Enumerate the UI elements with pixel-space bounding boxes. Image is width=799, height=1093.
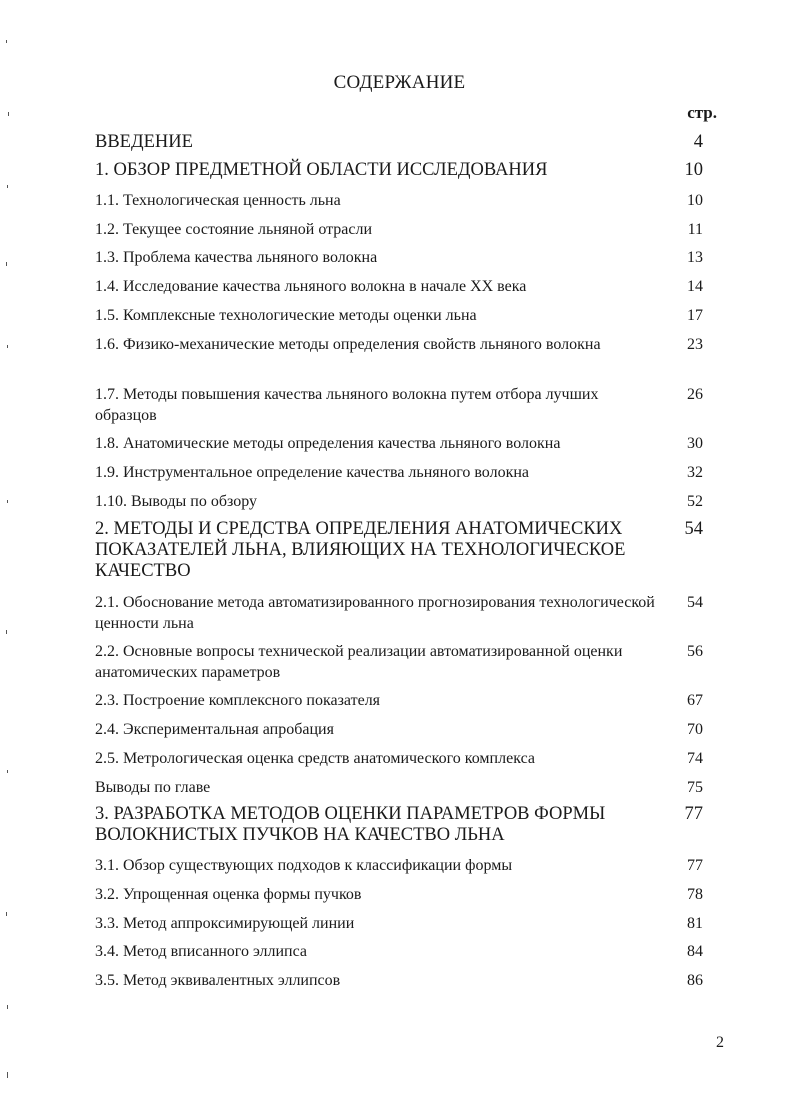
toc-entry-page: 11 [687, 221, 703, 238]
toc-entry-page: 23 [687, 336, 703, 353]
toc-entry-page: 67 [687, 692, 703, 709]
scan-artifact [7, 770, 8, 773]
toc-entry-title: 1.4. Исследование качества льняного волокна в начале XX века [95, 278, 527, 295]
toc-entry-page: 13 [687, 249, 703, 266]
scan-artifact [7, 1072, 8, 1078]
toc-entry-title: 3. РАЗРАБОТКА МЕТОДОВ ОЦЕНКИ ПАРАМЕТРОВ ФОРМЫ ВОЛОКНИСТЫХ ПУЧКОВ НА КАЧЕСТВО ЛЬНА [95, 804, 606, 845]
scan-artifact [7, 345, 8, 348]
toc-entry-page: 77 [687, 857, 703, 874]
toc-entry-page: 10 [687, 192, 703, 209]
toc-entry-title: 3.2. Упрощенная оценка формы пучков [95, 886, 362, 903]
scan-artifact [8, 112, 9, 116]
toc-entry-title: 2.5. Метрологическая оценка средств анатомического комплекса [95, 750, 535, 767]
toc-entry-page: 75 [687, 779, 703, 796]
scan-artifact [6, 912, 7, 916]
toc-entry-title: Выводы по главе [95, 779, 211, 796]
toc-entry-page: 84 [687, 943, 703, 960]
toc-entry-title: 1.1. Технологическая ценность льна [95, 192, 341, 209]
toc-entry-page: 14 [687, 278, 703, 295]
toc-entry-title: 1.5. Комплексные технологические методы оценки льна [95, 307, 477, 324]
toc-entry-title: 1.2. Текущее состояние льняной отрасли [95, 221, 373, 238]
scan-artifact [6, 40, 7, 43]
toc-entry-page: 4 [693, 132, 703, 152]
toc-entry-title: 1.10. Выводы по обзору [95, 493, 258, 510]
toc-entry-title: 3.3. Метод аппроксимирующей линии [95, 915, 355, 932]
toc-entry-title: 2.1. Обоснование метода автоматизированного прогнозирования технологической ценности льна [95, 594, 655, 632]
scan-artifact [7, 1005, 8, 1009]
toc-entry-page: 56 [687, 643, 703, 660]
toc-entry-title: 2.4. Экспериментальная апробация [95, 721, 334, 738]
toc-entry-page: 54 [684, 519, 703, 539]
toc-entry-title: 1.8. Анатомические методы определения качества льняного волокна [95, 435, 561, 452]
page-number: 2 [716, 1034, 724, 1051]
toc-entry-title: 3.5. Метод эквивалентных эллипсов [95, 972, 341, 989]
toc-entry-page: 32 [687, 464, 703, 481]
toc-entry-page: 17 [687, 307, 703, 324]
scan-artifact [7, 185, 8, 188]
scan-artifact [6, 262, 7, 266]
toc-entry-page: 30 [687, 435, 703, 452]
toc-entry-title: 1.7. Методы повышения качества льняного волокна путем отбора лучших образцов [95, 386, 599, 424]
scan-artifact [6, 630, 7, 634]
toc-entry-page: 78 [687, 886, 703, 903]
toc-entry-page: 70 [687, 721, 703, 738]
page-column-header: стр. [687, 103, 717, 122]
toc-entry-title: 1.3. Проблема качества льняного волокна [95, 249, 378, 266]
toc-entry-page: 86 [687, 972, 703, 989]
page-title: СОДЕРЖАНИЕ [333, 72, 466, 93]
toc-entry-title: 3.1. Обзор существующих подходов к классификации формы [95, 857, 513, 874]
toc-entry-title: 2. МЕТОДЫ И СРЕДСТВА ОПРЕДЕЛЕНИЯ АНАТОМИЧЕСКИХ ПОКАЗАТЕЛЕЙ ЛЬНА, ВЛИЯЮЩИХ НА ТЕХНОЛОГИЧЕСКОЕ КАЧЕСТВО [95, 519, 626, 581]
toc-entry-page: 54 [687, 594, 703, 611]
toc-entry-title: 2.2. Основные вопросы технической реализации автоматизированной оценки анатомических параметров [95, 643, 623, 681]
toc-entry-page: 10 [684, 160, 703, 180]
toc-entry-page: 74 [687, 750, 703, 767]
toc-entry-page: 77 [684, 804, 703, 824]
toc-entry-page: 52 [687, 493, 703, 510]
toc-entry-title: ВВЕДЕНИЕ [95, 132, 193, 152]
toc-entry-title: 2.3. Построение комплексного показателя [95, 692, 381, 709]
toc-entry-title: 3.4. Метод вписанного эллипса [95, 943, 308, 960]
toc-entry-page: 26 [687, 386, 703, 403]
toc-entry-title: 1. ОБЗОР ПРЕДМЕТНОЙ ОБЛАСТИ ИССЛЕДОВАНИЯ [95, 160, 548, 180]
scan-artifact [7, 500, 8, 503]
toc-entry-title: 1.9. Инструментальное определение качества льняного волокна [95, 464, 530, 481]
toc-entry-page: 81 [687, 915, 703, 932]
toc-entry-title: 1.6. Физико-механические методы определения свойств льняного волокна [95, 336, 601, 353]
